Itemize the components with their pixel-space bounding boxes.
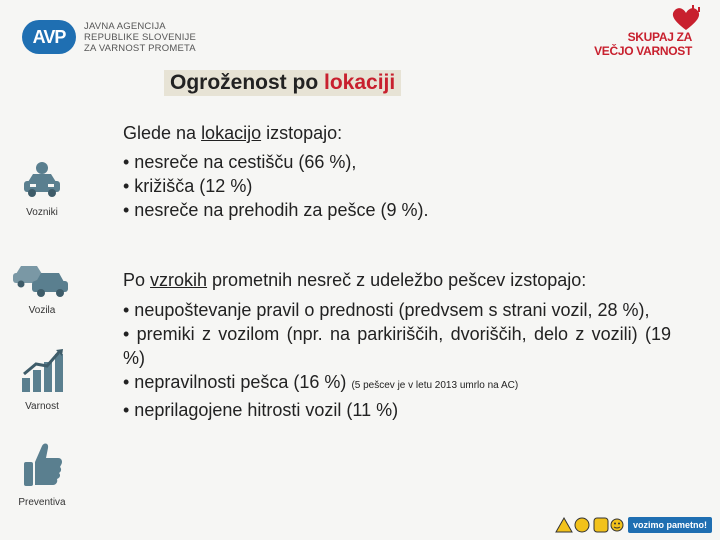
section-location bbox=[123, 121, 671, 222]
agency-name bbox=[84, 21, 196, 54]
heading-text-after: prometnih nesreč z udeležbo pešcev izstopajo: bbox=[207, 270, 587, 290]
bullet-item: • neprilagojene hitrosti vozil (11 %) bbox=[123, 400, 399, 420]
slogan-logo bbox=[594, 30, 692, 58]
bullet-item: • premiki z vozilom (npr. na parkiriščih, dvoriščih, delo z vozili) (19 %) bbox=[123, 324, 671, 368]
bullet-item: • neupoštevanje pravil o prednosti (predvsem s strani vozil, 28 %), bbox=[123, 300, 650, 320]
bullet-item: • križišča (12 %) bbox=[123, 176, 253, 196]
bullet-item: • nesreče na prehodih za pešce (9 %). bbox=[123, 200, 429, 220]
agency-line-2: REPUBLIKE SLOVENIJE bbox=[84, 31, 197, 43]
agency-logo bbox=[22, 20, 196, 54]
section-causes-heading bbox=[123, 268, 671, 292]
footer-logos bbox=[554, 516, 712, 534]
traffic-signs-icon bbox=[554, 516, 624, 534]
sidebar-item-vozniki bbox=[10, 160, 74, 218]
heading-text: Po bbox=[123, 270, 151, 290]
sidebar-item-preventiva bbox=[10, 440, 74, 508]
thumbs-up-icon bbox=[20, 440, 64, 490]
sidebar-item-varnost bbox=[10, 348, 74, 412]
agency-line-1: JAVNA AGENCIJA bbox=[84, 20, 166, 32]
title-part-1: Ogroženost po bbox=[170, 71, 324, 94]
sidebar-label-vozniki: Vozniki bbox=[26, 207, 58, 218]
sidebar-label-varnost: Varnost bbox=[25, 401, 59, 412]
heading-underlined: lokacijo bbox=[201, 123, 262, 143]
bullet-item: • nesreče na cestišču (66 %), bbox=[123, 152, 357, 172]
sidebar-label-preventiva: Preventiva bbox=[18, 497, 66, 508]
section-location-heading bbox=[123, 121, 671, 145]
agency-line-3: ZA VARNOST PROMETA bbox=[84, 42, 196, 54]
driver-car-icon bbox=[18, 160, 66, 200]
section-causes bbox=[123, 268, 671, 422]
heading-text-after: izstopajo: bbox=[261, 123, 343, 143]
bullet-text: • nepravilnosti pešca (16 %) bbox=[123, 372, 347, 392]
heart-icon bbox=[666, 4, 706, 34]
heading-underlined: vzrokih bbox=[150, 270, 208, 290]
bar-chart-icon bbox=[20, 348, 64, 394]
title-part-2: lokaciji bbox=[324, 71, 396, 94]
slogan-line-2: VEČJO VARNOST bbox=[594, 44, 692, 58]
agency-logo-mark: AVP bbox=[22, 20, 76, 54]
vehicles-icon bbox=[12, 258, 72, 298]
footer-badge: vozimo pametno! bbox=[628, 517, 712, 533]
slogan-line-1: SKUPAJ ZA bbox=[627, 30, 692, 44]
heading-text: Glede na bbox=[123, 123, 202, 143]
sidebar-item-vozila bbox=[10, 258, 74, 316]
sidebar-label-vozila: Vozila bbox=[28, 305, 56, 316]
bullet-note: (5 pešcev je v letu 2013 umrlo na AC) bbox=[351, 380, 519, 391]
bullet-item bbox=[123, 370, 671, 398]
page-title bbox=[164, 70, 401, 96]
